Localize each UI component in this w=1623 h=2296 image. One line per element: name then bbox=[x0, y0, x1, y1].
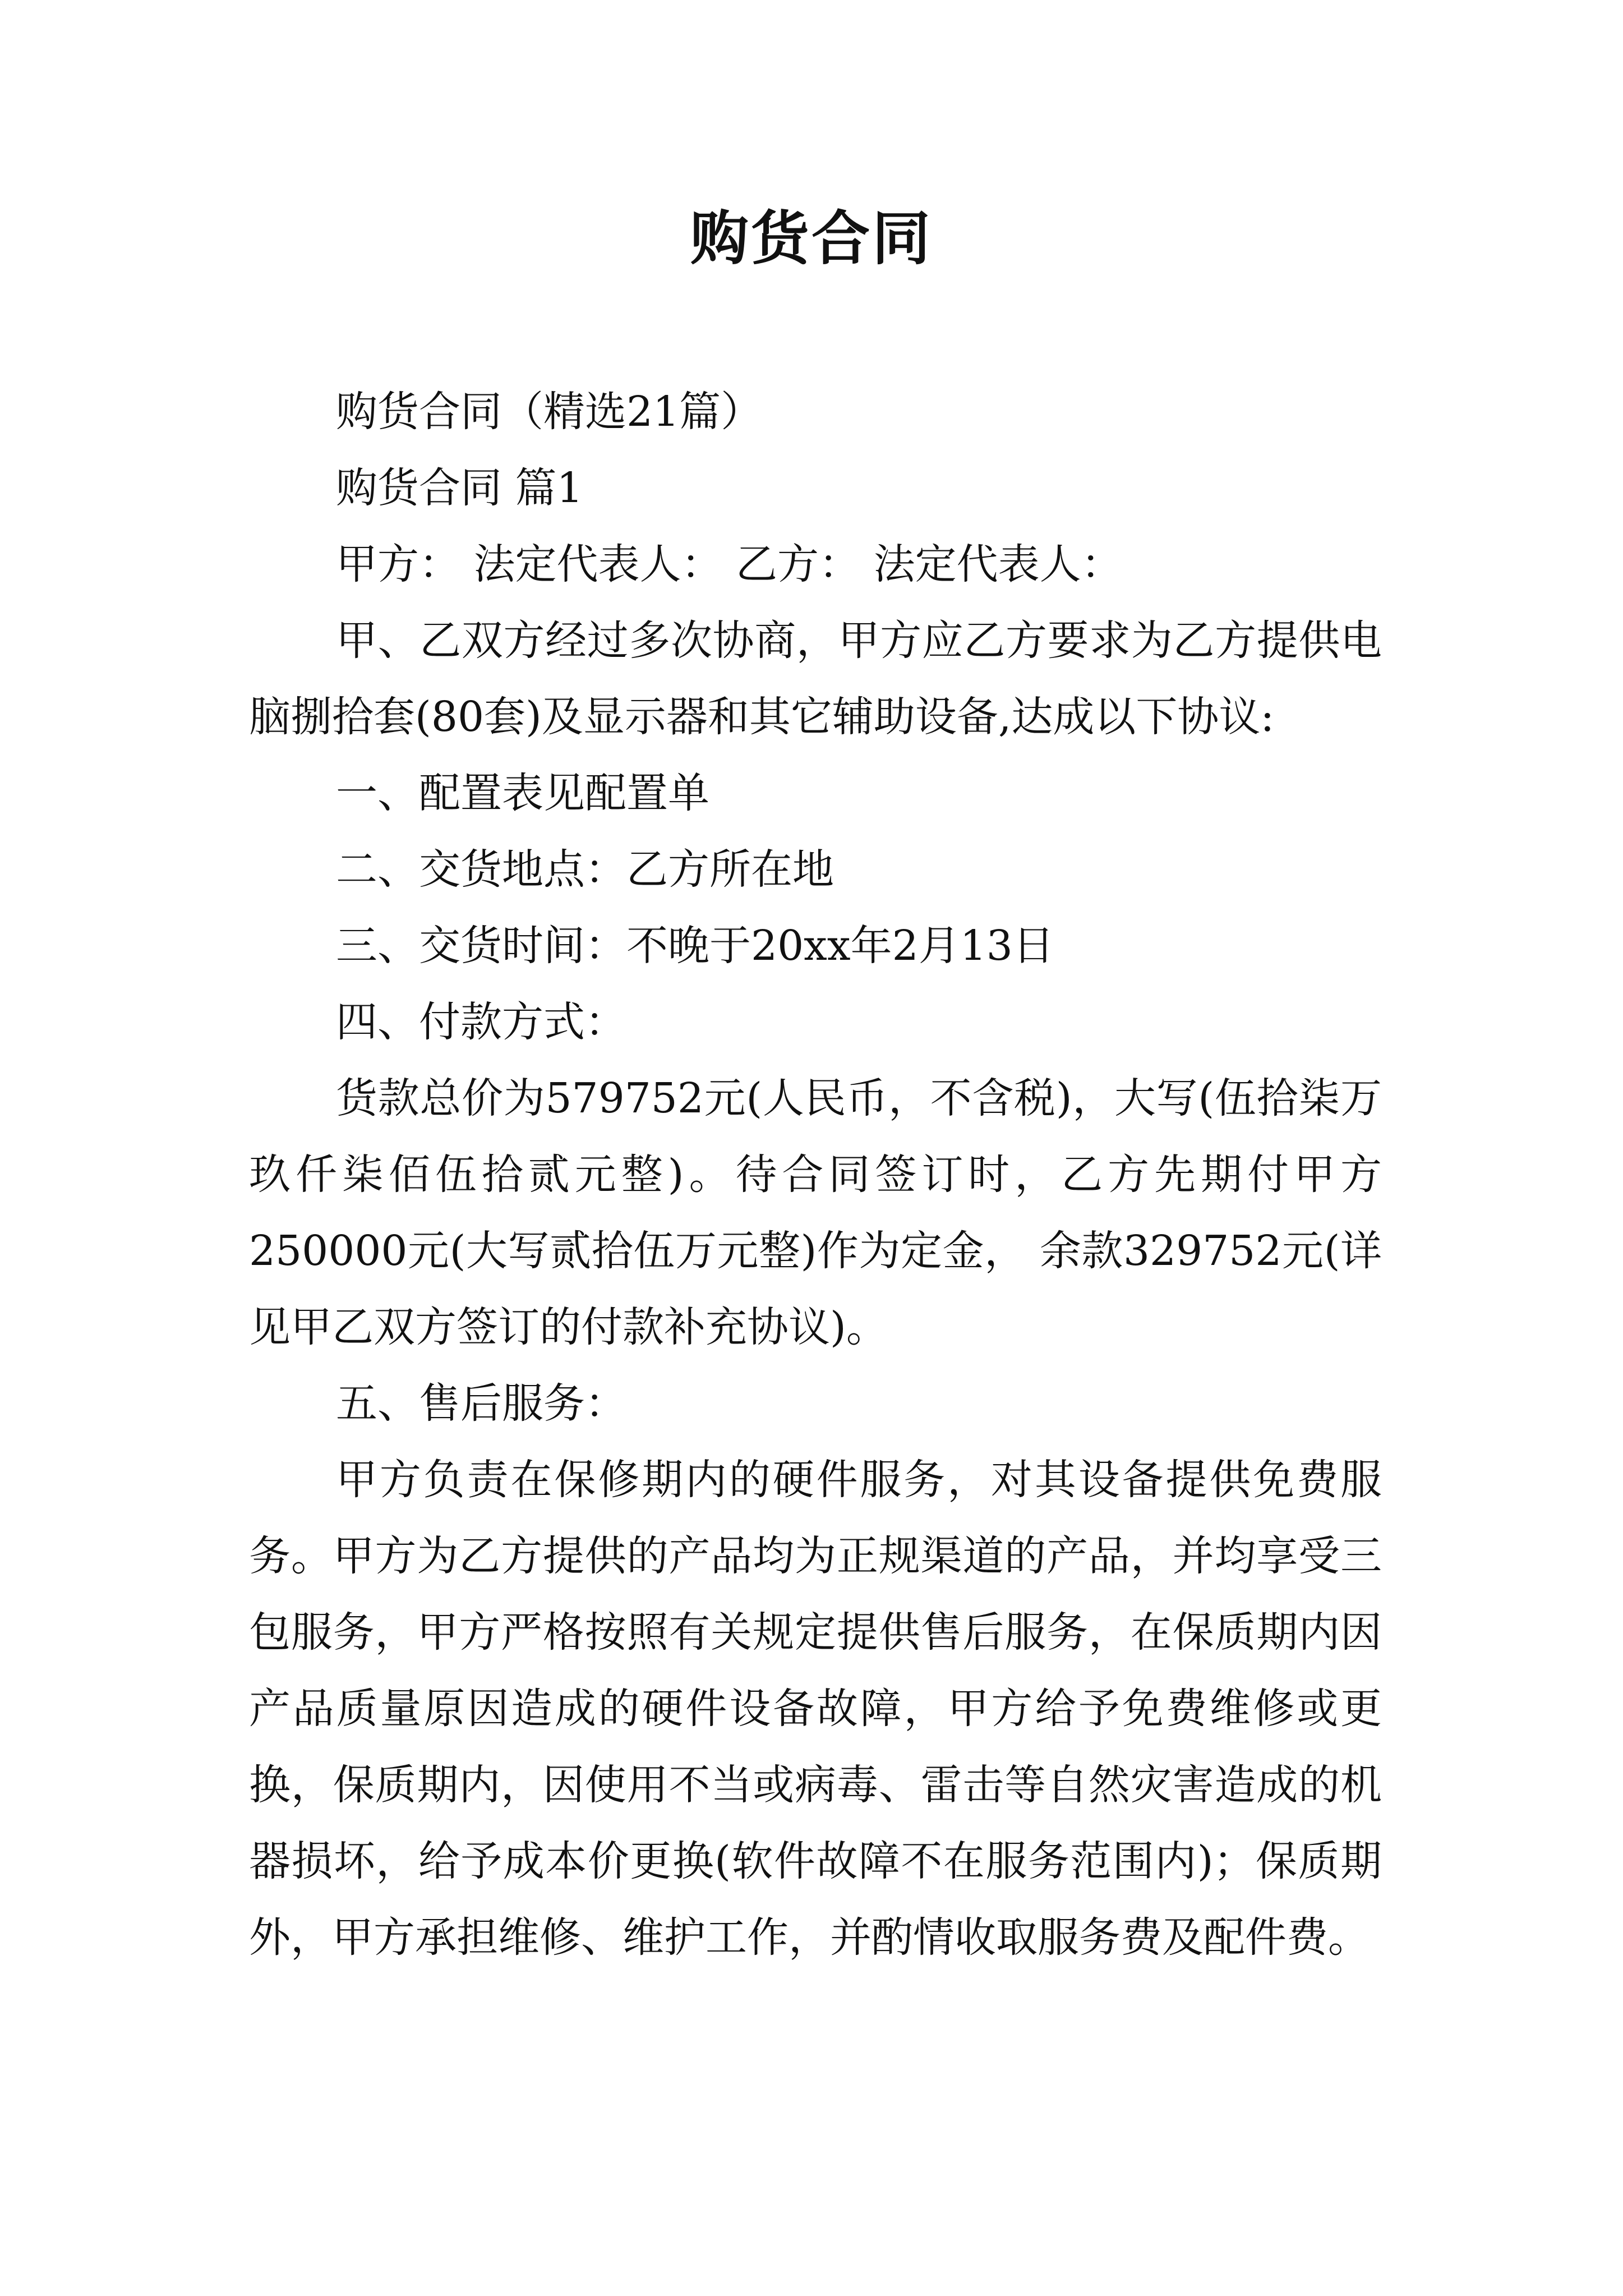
paragraph-clause-5: 五、售后服务： bbox=[336, 1379, 626, 1428]
paragraph-clause-4: 四、付款方式： bbox=[336, 998, 626, 1046]
paragraph-agreement-intro: 甲、乙双方经过多次协商，甲方应乙方要求为乙方提供电脑捌拾套(80套)及显示器和其它辅助设备,达成以下协议: bbox=[249, 616, 1382, 741]
paragraph-clause-2: 二、交货地点：乙方所在地 bbox=[336, 845, 834, 894]
document-title: 购货合同 bbox=[690, 204, 933, 273]
paragraph-subtitle: 购货合同（精选21篇） bbox=[336, 388, 763, 436]
paragraph-parties: 甲方： 法定代表人： 乙方： 法定代表人： bbox=[336, 540, 1123, 588]
paragraph-after-sales-details: 甲方负责在保修期内的硬件服务，对其设备提供免费服务。甲方为乙方提供的产品均为正规渠道的产品，并均享受三包服务，甲方严格按照有关规定提供售后服务，在保质期内因产品质量原因造成的硬件设备故障，甲方给予免费维修或更换，保质期内，因使用不当或病毒、雷击等自然灾害造成的机器损坏，给予成本价更换(软件故障不在服务范围内)；保质期外，甲方承担维修、维护工作，并酌情收取服务费及配件费。 bbox=[249, 1456, 1382, 1962]
paragraph-section-heading: 购货合同 篇1 bbox=[336, 464, 583, 512]
paragraph-payment-details: 货款总价为579752元(人民币，不含税)，大写(伍拾柒万玖仟柒佰伍拾贰元整)。待合同签订时，乙方先期付甲方250000元(大写贰拾伍万元整)作为定金， 余款329752元(详见甲乙双方签订的付款补充协议)。 bbox=[249, 1074, 1382, 1351]
paragraph-clause-1: 一、配置表见配置单 bbox=[336, 769, 709, 817]
paragraph-clause-3: 三、交货时间：不晚于20xx年2月13日 bbox=[336, 922, 1054, 970]
document-body bbox=[249, 374, 1382, 1976]
